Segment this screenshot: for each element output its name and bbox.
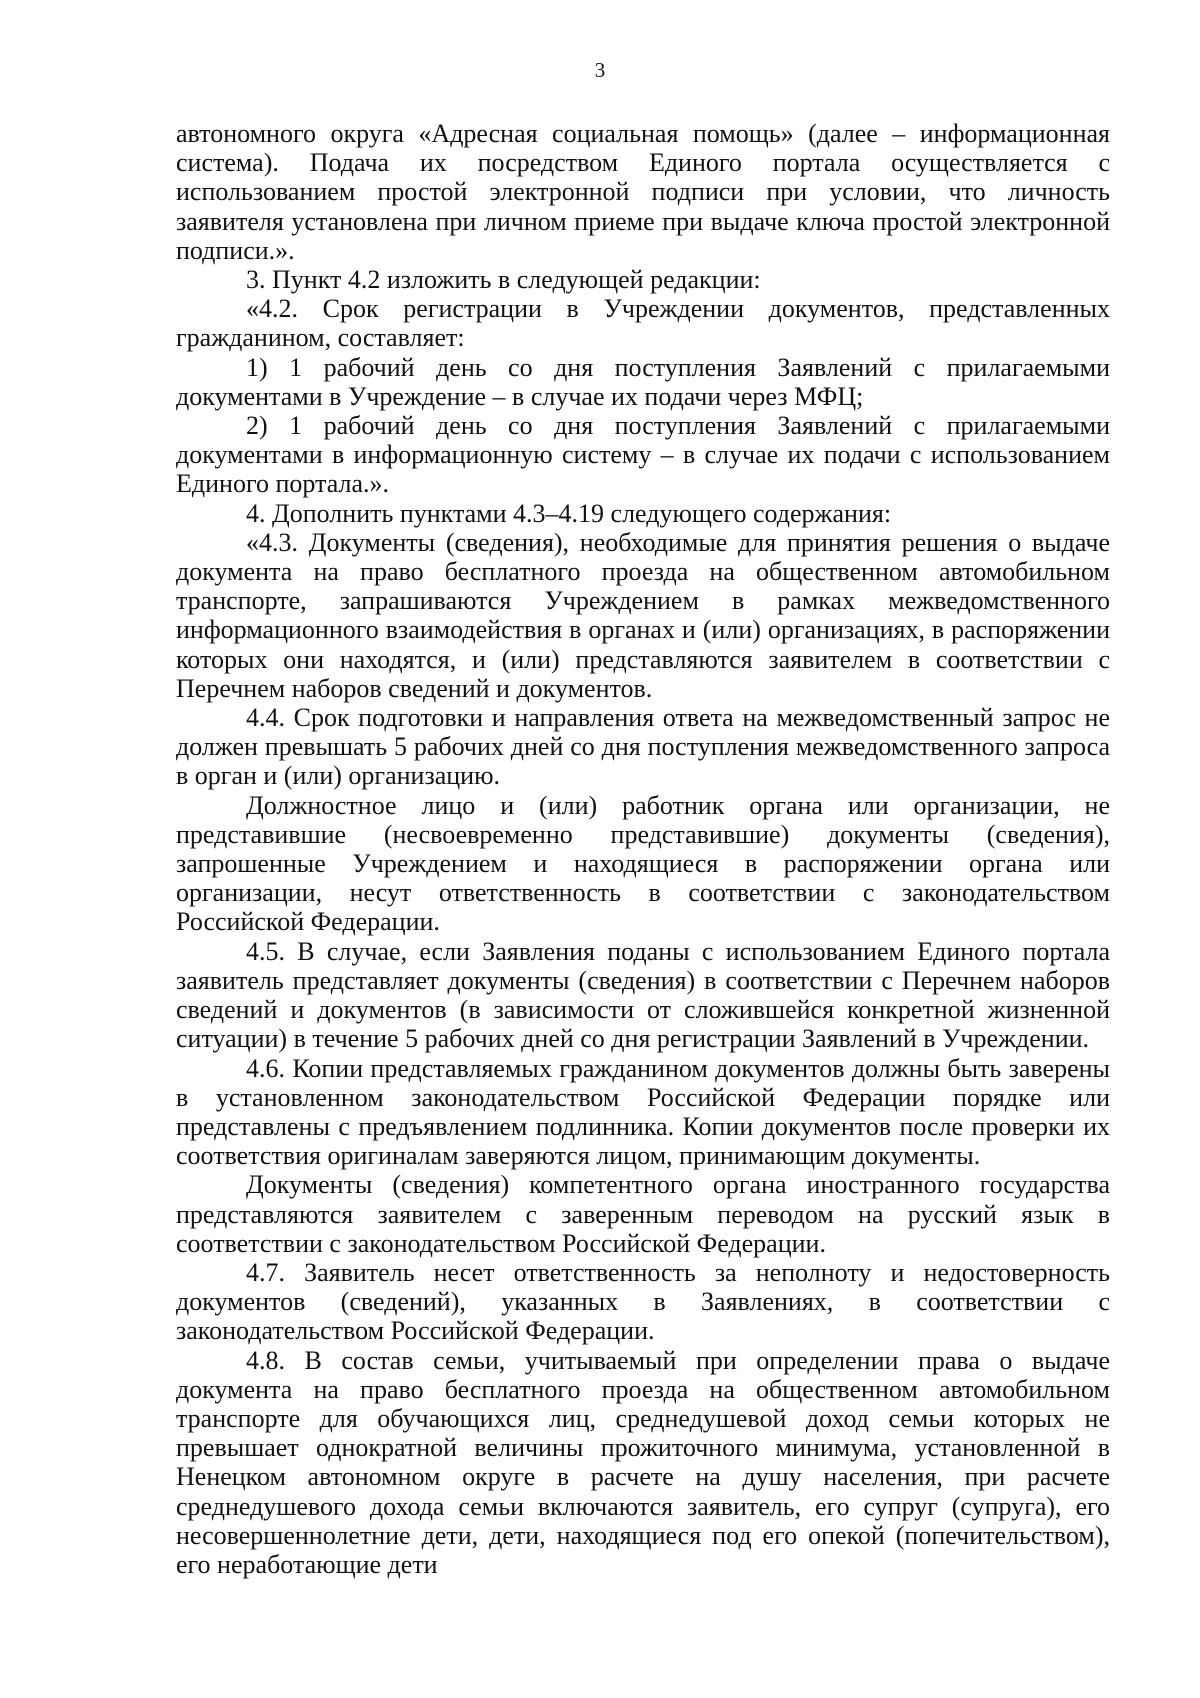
- paragraph-4-2: «4.2. Срок регистрации в Учреждении документов, представленных гражданином, составляет:: [176, 294, 1110, 353]
- document-body: [176, 119, 1110, 1579]
- paragraph-4-2-sub-2: 2) 1 рабочий день со дня поступления Заявлений с прилагаемыми документами в информационную систему – в случае их подачи с использованием Единого портала.».: [176, 411, 1110, 499]
- paragraph-continuation: автономного округа «Адресная социальная помощь» (далее – информационная система). Подача их посредством Единого портала осуществляется с использованием простой электронной подписи при условии, что личность заявителя установлена при личном приеме при выдаче ключа простой электронной подписи.».: [176, 119, 1110, 265]
- paragraph-4-4-responsibility: Должностное лицо и (или) работник органа или организации, не представившие (несвоевременно представившие) документы (сведения), запрошенные Учреждением и находящиеся в распоряжении органа или организации, несут ответственность в соответствии с законодательством Российской Федерации.: [176, 790, 1110, 937]
- paragraph-4-6: 4.6. Копии представляемых гражданином документов должны быть заверены в установленном законодательством Российской Федерации порядке или представлены с предъявлением подлинника. Копии документов после проверки их соответствия оригиналам заверяются лицом, принимающим документы.: [176, 1053, 1110, 1171]
- paragraph-4-4: 4.4. Срок подготовки и направления ответа на межведомственный запрос не должен превышать 5 рабочих дней со дня поступления межведомственного запроса в орган и (или) организацию.: [176, 703, 1110, 791]
- paragraph-4-5: 4.5. В случае, если Заявления поданы с использованием Единого портала заявитель представляет документы (сведения) в соответствии с Перечнем наборов сведений и документов (в зависимости от сложившейся конкретной жизненной ситуации) в течение 5 рабочих дней со дня регистрации Заявлений в Учреждении.: [176, 936, 1110, 1054]
- paragraph-4-7: 4.7. Заявитель несет ответственность за неполноту и недостоверность документов (сведений), указанных в Заявлениях, в соответствии с законодательством Российской Федерации.: [176, 1257, 1110, 1346]
- paragraph-4-2-sub-1: 1) 1 рабочий день со дня поступления Заявлений с прилагаемыми документами в Учреждение – в случае их подачи через МФЦ;: [176, 352, 1110, 411]
- paragraph-item-3: 3. Пункт 4.2 изложить в следующей редакции:: [246, 265, 761, 295]
- page-number: 3: [594, 58, 606, 82]
- paragraph-4-8: 4.8. В состав семьи, учитываемый при определении права о выдаче документа на право бесплатного проезда на общественном автомобильном транспорте для обучающихся лиц, среднедушевой доход семьи которых не превышает однократной величины прожиточного минимума, установленной в Ненецком автономном округе в расчете на душу населения, при расчете среднедушевого дохода семьи включаются заявитель, его супруг (супруга), его несовершеннолетние дети, дети, находящиеся под его опекой (попечительством), его неработающие дети: [176, 1345, 1110, 1579]
- paragraph-item-4: 4. Дополнить пунктами 4.3–4.19 следующего содержания:: [246, 498, 892, 528]
- paragraph-4-6-foreign-documents: Документы (сведения) компетентного органа иностранного государства представляются заявителем с заверенным переводом на русский язык в соответствии с законодательством Российской Федерации.: [176, 1170, 1110, 1258]
- paragraph-4-3: «4.3. Документы (сведения), необходимые для принятия решения о выдаче документа на право бесплатного проезда на общественном автомобильном транспорте, запрашиваются Учреждением в рамках межведомственного информационного взаимодействия в органах и (или) организациях, в распоряжении которых они находятся, и (или) представляются заявителем в соответствии с Перечнем наборов сведений и документов.: [176, 527, 1110, 703]
